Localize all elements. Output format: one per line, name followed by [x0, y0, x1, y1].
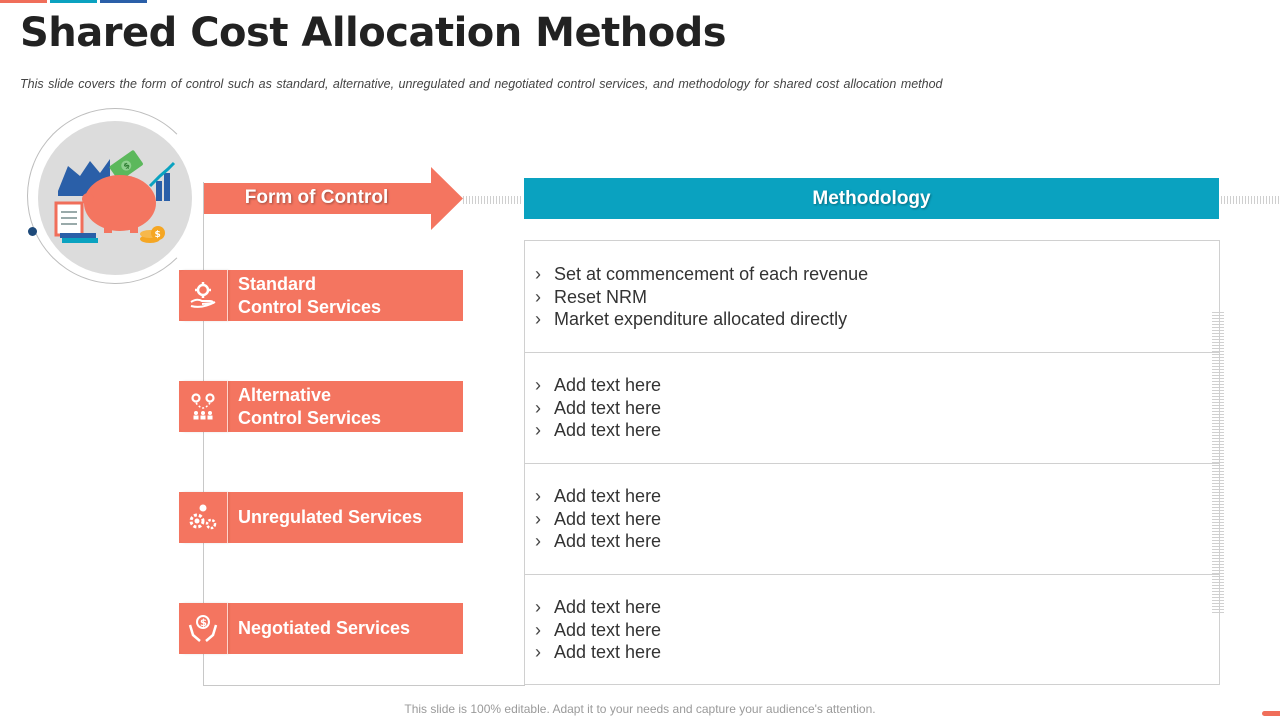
- footer-note: This slide is 100% editable. Adapt it to your needs and capture your audience's attention.: [404, 702, 876, 716]
- methodology-bullet: › Add text here: [535, 619, 661, 642]
- svg-text:$: $: [200, 618, 207, 629]
- methodology-bullet: › Add text here: [535, 530, 661, 553]
- item-label: Standard Control Services: [238, 273, 382, 317]
- methodology-bullet: › Add text here: [535, 374, 661, 397]
- dotted-connector: [463, 196, 523, 204]
- methodology-bullet: › Add text here: [535, 485, 661, 508]
- people-gears-icon: [179, 381, 228, 432]
- item-label: Unregulated Services: [238, 507, 423, 527]
- dollar-hands-icon: [179, 603, 228, 654]
- page-subtitle: This slide covers the form of control such as standard, alternative, unregulated and negotiated control services, and methodology for shared cost allocation method: [20, 77, 943, 91]
- methodology-row: [525, 463, 1219, 575]
- svg-text:$: $: [154, 230, 161, 240]
- page-title: Shared Cost Allocation Methods: [20, 10, 727, 56]
- dotted-connector-right: [1221, 196, 1280, 204]
- methodology-row: [525, 352, 1219, 464]
- corner-accent: [1262, 711, 1280, 716]
- item-unregulated-services: [179, 492, 463, 543]
- svg-text:$: $: [121, 160, 132, 172]
- top-accent-teal: [50, 0, 97, 3]
- methodology-header: Methodology: [524, 178, 1219, 219]
- gear-hand-icon: [179, 270, 228, 321]
- methodology-bullet: › Reset NRM: [535, 286, 868, 309]
- methodology-bullet: › Set at commencement of each revenue: [535, 263, 868, 286]
- methodology-row: [525, 574, 1219, 684]
- methodology-table: [524, 240, 1220, 685]
- item-label: Negotiated Services: [238, 618, 411, 638]
- piggy-bank-finance-icon: [38, 121, 192, 275]
- item-negotiated-services: [179, 603, 463, 654]
- top-accent-blue: [100, 0, 147, 3]
- methodology-bullet: › Add text here: [535, 397, 661, 420]
- item-label: Alternative Control Services: [238, 384, 382, 428]
- ring-dot: [28, 227, 37, 236]
- methodology-bullet: › Market expenditure allocated directly: [535, 308, 868, 331]
- methodology-bullet: › Add text here: [535, 596, 661, 619]
- item-standard-control-services: [179, 270, 463, 321]
- top-accent-red: [0, 0, 47, 3]
- gears-icon: [179, 492, 228, 543]
- item-alternative-control-services: [179, 381, 463, 432]
- methodology-bullet: › Add text here: [535, 419, 661, 442]
- form-of-control-header: Form of Control: [244, 187, 389, 208]
- methodology-row: [525, 241, 1219, 353]
- timeline-bottom-line: [203, 685, 525, 686]
- methodology-bullet: › Add text here: [535, 508, 661, 531]
- methodology-bullet: › Add text here: [535, 641, 661, 664]
